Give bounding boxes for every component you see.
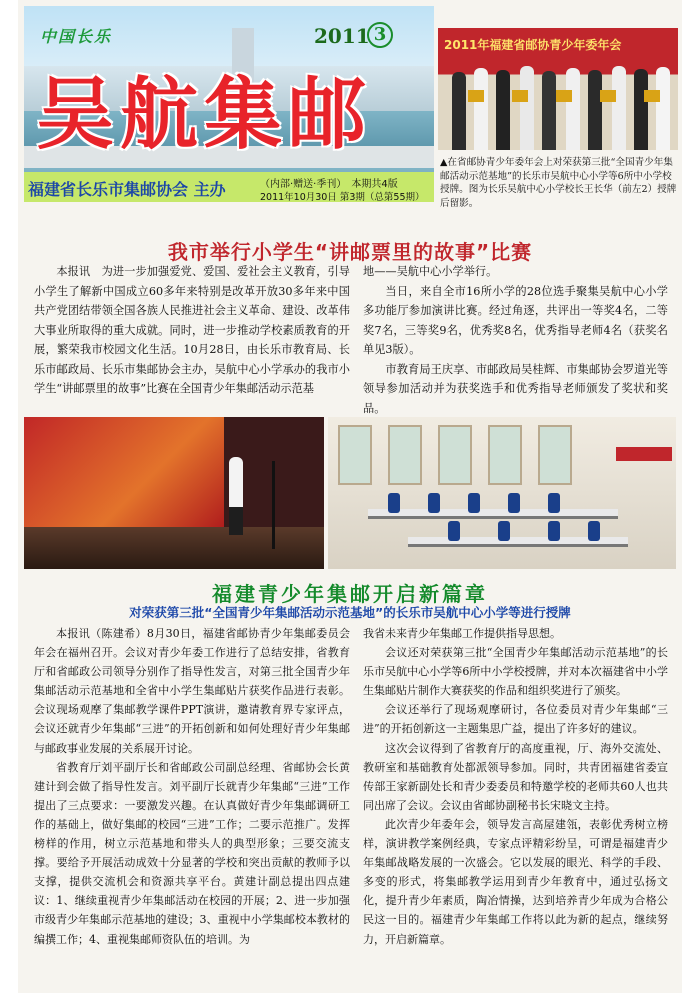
- award-plaque: [556, 90, 572, 102]
- article1-paragraph: 地——吴航中心小学举行。: [363, 265, 498, 278]
- audience-member: [548, 521, 560, 541]
- page-count: 本期共4版: [351, 179, 398, 190]
- article2-paragraph: 本报讯（陈建希）8月30日，福建省邮协青少年集邮委员会年会在福州召开。会议对青少年委工作进行了总结安排，省教育厅和省邮政公司领导分别作了指导性发言，对第三批全国青少年集邮活动示范基地和全省中小学生集邮贴片获奖作品进行表彰。会议现场观摩了集邮教学课件PPT演讲，邀请教育界专家评点，会议还就青少年集邮“三进”的开拓创新和如何处理好青少年集邮与邮政事业发展的关系展开讨论。: [34, 627, 350, 755]
- award-ceremony-photo: [438, 28, 678, 150]
- article1-right-column: [363, 262, 668, 438]
- person: [452, 72, 466, 150]
- person: [634, 69, 648, 150]
- person: [612, 66, 626, 150]
- award-plaque: [600, 90, 616, 102]
- article2-paragraph: 这次会议得到了省教育厅的高度重视，厅、海外交流处、教研室和基础教育处都派领导参加。同时，共青团福建省委宣传部王家新副处长和青少委委员和特邀学校的老师共60人也共同出席了会议。会议由省邮协副秘书长宋晓文主持。: [363, 741, 668, 812]
- stage-floor: [24, 527, 324, 569]
- publication-meta: [260, 175, 398, 190]
- article1-headline: 我市举行小学生“讲邮票里的故事”比赛: [167, 240, 533, 264]
- person: [656, 67, 670, 150]
- article1-paragraph: 市教育局王庆享、市邮政局吴桂辉、市集邮协会罗道光等领导参加活动并为获奖选手和优秀指导老师颁发了奖状和奖品。: [363, 362, 668, 415]
- issue-number-badge: 3: [367, 22, 393, 48]
- audience-member: [468, 493, 480, 513]
- article2-paragraph: 会议还对荣获第三批“全国青少年集邮活动示范基地”的长乐市吴航中心小学等6所中小学校授牌，并对本次福建省中小学生集邮贴片制作大赛获奖的作品和组织奖进行了颁奖。: [363, 646, 668, 698]
- year: 2011: [314, 24, 370, 48]
- person: [566, 68, 580, 150]
- audience-member: [508, 493, 520, 513]
- award-plaque: [468, 90, 484, 102]
- person: [542, 71, 556, 150]
- article2-headline: 福建青少年集邮开启新篇章: [212, 582, 488, 606]
- window: [438, 425, 472, 485]
- photo-banner-text: 2011年福建省邮协青少年委年会: [444, 38, 622, 52]
- date-line: 2011年10月30日 第3期（总第55期）: [260, 192, 425, 202]
- article2-paragraph: 我省未来青少年集邮工作提供指导思想。: [363, 627, 561, 640]
- article2-paragraph: 此次青少年委年会，领导发言高屋建瓴，表彰优秀树立榜样，演讲教学案例经典，专家点评精彩纷呈，可谓是福建青少年集邮战略发展的一次盛会。它以发展的眼光、科学的手段、多变的形式，将集邮教学运用到青少年教育中，通过弘扬文化，提升青少年素质，陶冶情操，达到培养青少年成为合格公民这一目的。福建青少年集邮工作将以此为新的起点，继续努力，开启新篇章。: [363, 817, 668, 946]
- speech-contest-photo: [24, 417, 324, 569]
- article2-paragraph: 会议还举行了现场观摩研讨，各位委员对青少年集邮“三进”的开拓创新这一主题集思广益，提出了许多好的建议。: [363, 703, 668, 736]
- organizer: 福建省长乐市集邮协会 主办: [28, 180, 226, 199]
- article2-left-column: [34, 624, 350, 949]
- article1-paragraph: 当日，来自全市16所小学的28位选手聚集吴航中心小学多功能厅参加演讲比赛。经过角逐，共评出一等奖4名，二等奖7名，三等奖9名，优秀奖8名，优秀指导老师4名（获奖名单见3版）。: [363, 284, 668, 356]
- stage-backdrop: [24, 417, 224, 527]
- desk-row: [368, 509, 618, 519]
- window: [538, 425, 572, 485]
- student-legs: [229, 507, 243, 535]
- person: [496, 70, 510, 150]
- person: [520, 66, 534, 150]
- photo-caption: ▲在省邮协青少年委年会上对荣获第三批“全国青少年集邮活动示范基地”的长乐市吴航中心小学等6所中小学校授牌。图为长乐吴航中心小学校长王长华（前左2）授牌后留影。: [440, 157, 677, 209]
- audience-member: [388, 493, 400, 513]
- article2-right-column: [363, 624, 668, 949]
- window: [388, 425, 422, 485]
- audience-photo: [328, 417, 676, 569]
- person: [474, 68, 488, 150]
- person: [588, 70, 602, 150]
- award-plaque: [644, 90, 660, 102]
- audience-member: [548, 493, 560, 513]
- window: [488, 425, 522, 485]
- article2-paragraph: 省教育厅刘平副厅长和省邮政公司副总经理、省邮协会长黄建计到会做了指导性发言。刘平副厅长就青少年集邮“三进”工作提出了三点要求：一要激发兴趣。在认真做好青少年集邮调研工作的基础上，做好集邮的校园“三进”工作；二要示范推广。发挥榜样的作用，树立示范基地和带头人的典型形象；三要交流支撑。要给予开展活动成效十分显著的学校和突出贡献的教师予以支撑，提供交流机会和资源共享平台。黄建计副总提出四点建议：1、继续重视青少年集邮活动在校园的开展；2、进一步加强市级青少年集邮示范基地的建设；3、重视中小学集邮校本教材的编撰工作；4、重视集邮师资队伍的培训。为: [34, 760, 350, 946]
- audience-member: [588, 521, 600, 541]
- microphone-stand: [272, 461, 275, 549]
- audience-member: [498, 521, 510, 541]
- audience-member: [428, 493, 440, 513]
- publication-type: （内部·赠送·季刊）: [260, 179, 342, 190]
- article1-paragraph: 本报讯 为进一步加强爱党、爱国、爱社会主义教育，引导小学生了解新中国成立60多年来特别是改革开放30多年来中国共产党团结带领全国各族人民推进社会主义革命、建设、改革伟大事业所取得的重大成就。同时，进一步推动学校素质教育的开展，繁荣我市校园文化生活。10月28日，由长乐市教育局、长乐市邮政局、长乐市集邮协会主办，吴航中心小学承办的我市小学生“讲邮票里的故事”比赛在全国青少年集邮活动示范基: [34, 265, 350, 395]
- article2-subheadline: 对荣获第三批“全国青少年集邮活动示范基地”的长乐市吴航中心小学等进行授牌: [129, 605, 571, 620]
- masthead: [24, 6, 434, 202]
- article1-left-column: [34, 262, 350, 399]
- newspaper-title: 吴航集邮: [36, 70, 373, 160]
- newspaper-page: [18, 0, 682, 993]
- slogan: 中国长乐: [40, 27, 113, 46]
- window: [338, 425, 372, 485]
- red-banner: [616, 447, 672, 461]
- award-plaque: [512, 90, 528, 102]
- audience-member: [448, 521, 460, 541]
